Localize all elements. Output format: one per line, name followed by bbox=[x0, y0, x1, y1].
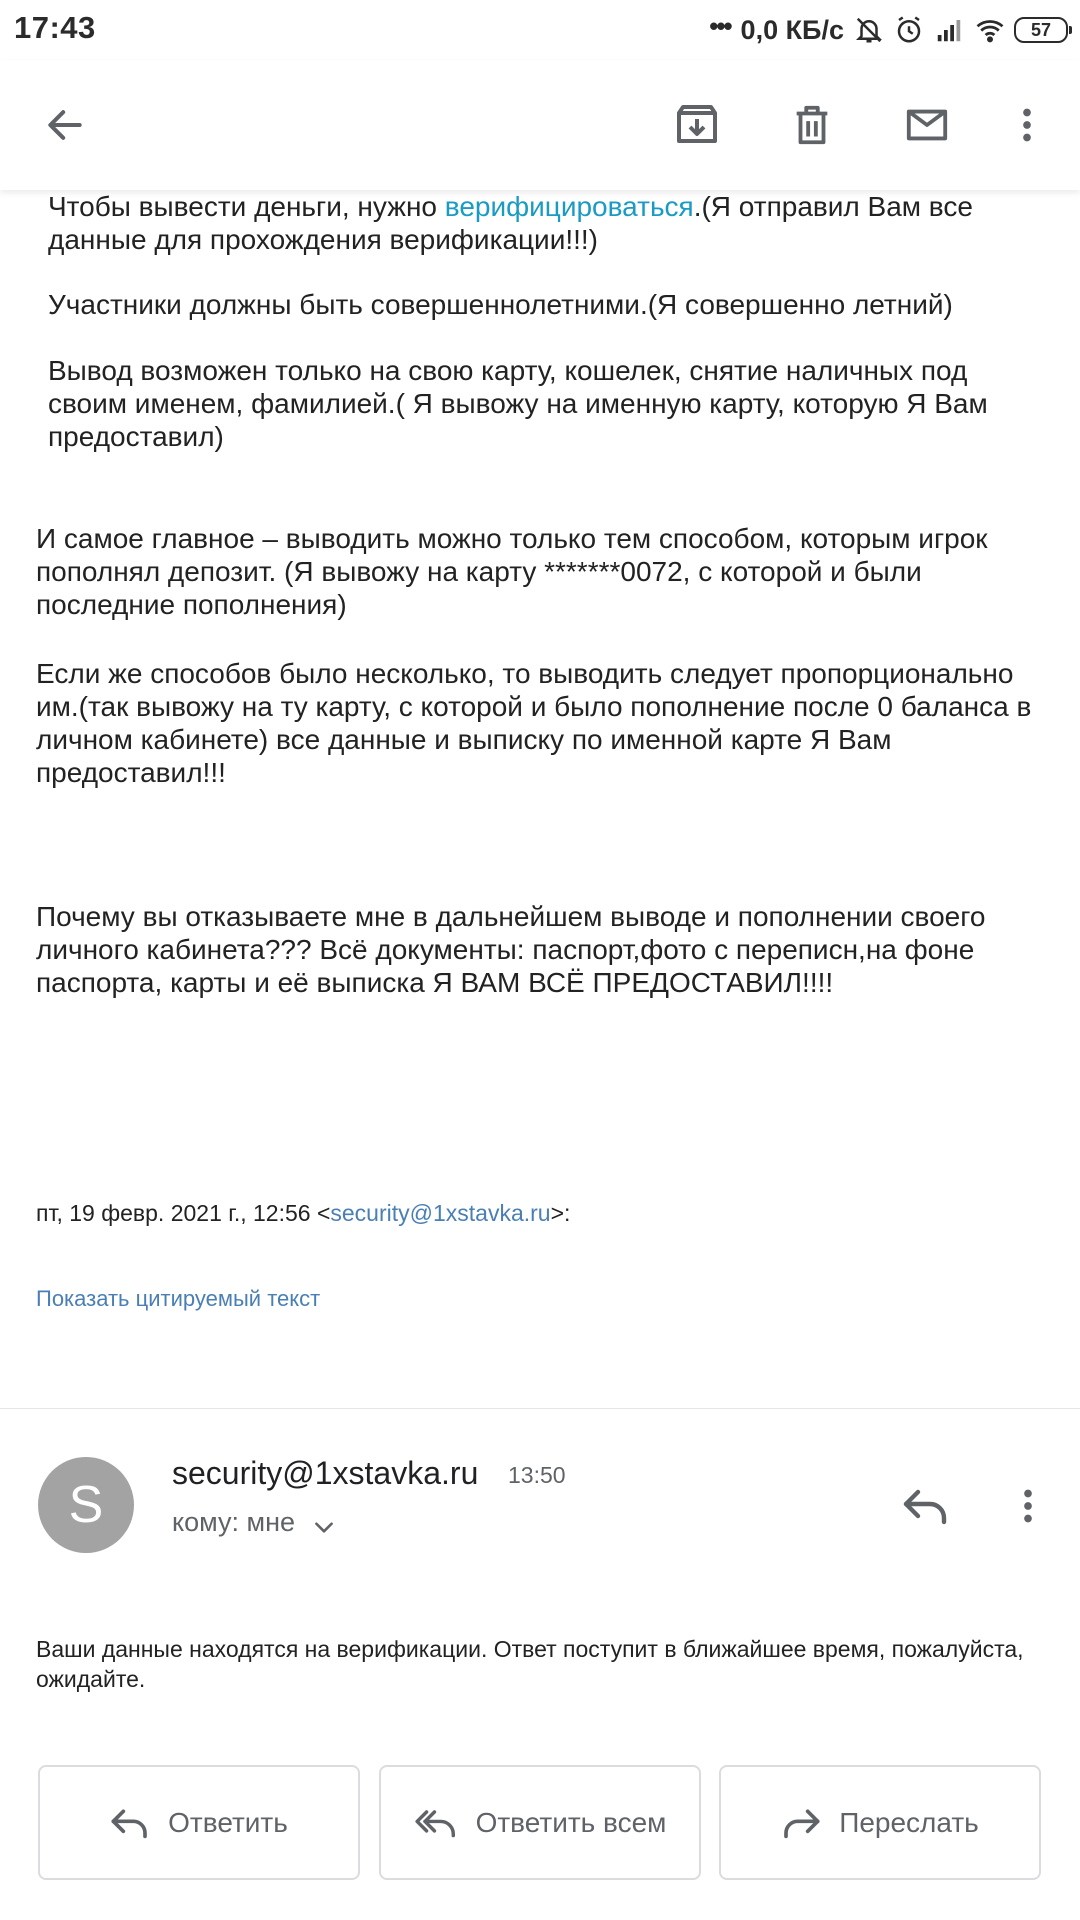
wifi-icon bbox=[974, 15, 1004, 45]
more-notifications-icon: ••• bbox=[709, 10, 731, 41]
recipient-label: кому: мне bbox=[172, 1507, 295, 1537]
delete-button[interactable] bbox=[780, 93, 844, 157]
reply-icon bbox=[902, 1486, 950, 1526]
message-actions bbox=[38, 1765, 1041, 1880]
show-quoted-text-link[interactable]: Показать цитируемый текст bbox=[36, 1286, 321, 1311]
alarm-icon bbox=[894, 15, 924, 45]
sender-avatar[interactable]: S bbox=[38, 1457, 134, 1553]
reply-quick-button[interactable] bbox=[898, 1478, 954, 1534]
message-divider bbox=[0, 1408, 1080, 1409]
signal-icon bbox=[934, 15, 964, 45]
reply-all-button[interactable] bbox=[379, 1765, 701, 1880]
back-button[interactable] bbox=[33, 93, 97, 157]
archive-button[interactable] bbox=[665, 93, 729, 157]
chevron-down-icon bbox=[311, 1517, 337, 1537]
paragraph-proportional: Если же способов было несколько, то выводить следует пропорционально им.(так вывожу на ту карту, с которой и было пополнение после 0 баланса в личном кабинете) все данные и выписку по именной карте Я Вам предоставил!!! bbox=[36, 658, 1032, 788]
reply-all-icon bbox=[414, 1806, 458, 1840]
reply-all-button-label: Ответить всем bbox=[475, 1806, 667, 1838]
quoted-sender-email-link[interactable]: security@1xstavka.ru bbox=[330, 1200, 551, 1226]
paragraph-age: Участники должны быть совершеннолетними.(Я совершенно летний) bbox=[48, 289, 953, 320]
paragraph-deposit-method: И самое главное – выводить можно только тем способом, которым игрок пополнял депозит. (Я вывожу на карту *******0072, с которой и были последние пополнения) bbox=[36, 523, 988, 620]
mark-unread-button[interactable] bbox=[895, 93, 959, 157]
paragraph-verification: Чтобы вывести деньги, нужно верифицироваться.(Я отправил Вам все данные для прохождения верификации!!!) bbox=[48, 191, 973, 255]
battery-indicator: 57 bbox=[1014, 17, 1068, 43]
sender-email: security@1xstavka.ru bbox=[172, 1455, 479, 1491]
status-time: 17:43 bbox=[14, 10, 96, 45]
more-options-button[interactable] bbox=[995, 93, 1059, 157]
paragraph-complaint: Почему вы отказываете мне в дальнейшем выводе и пополнении своего личного кабинета??? Всё документы: паспорт,фото с переписн,на фоне паспорта, карты и её выписка Я ВАМ ВСЁ ПРЕДОСТАВИЛ!!!! bbox=[36, 901, 986, 998]
reply-icon bbox=[110, 1806, 150, 1840]
status-indicators bbox=[709, 12, 1068, 48]
mark-unread-icon bbox=[901, 102, 953, 148]
archive-icon bbox=[673, 101, 721, 149]
paragraph-withdrawal: Вывод возможен только на свою карту, кошелек, снятие наличных под своим именем, фамилией.( Я вывожу на именную карту, которую Я Вам предоставил) bbox=[48, 355, 988, 452]
more-vert-icon bbox=[1007, 101, 1047, 149]
forward-icon bbox=[781, 1806, 821, 1840]
verification-link[interactable]: верифицироваться bbox=[444, 191, 694, 222]
more-vert-icon bbox=[1008, 1482, 1048, 1530]
message-time: 13:50 bbox=[508, 1462, 566, 1488]
delete-icon bbox=[789, 102, 835, 148]
back-arrow-icon bbox=[43, 103, 87, 147]
quoted-reference-line: пт, 19 февр. 2021 г., 12:56 <security@1xstavka.ru>: bbox=[36, 1200, 571, 1226]
status-bar bbox=[0, 0, 1080, 60]
bell-muted-icon bbox=[854, 15, 884, 45]
reply-button-label: Ответить bbox=[168, 1806, 288, 1838]
forward-button[interactable] bbox=[719, 1765, 1041, 1880]
reply-message-text: Ваши данные находятся на верификации. Ответ поступит в ближайшее время, пожалуйста, ожидайте. bbox=[36, 1636, 1024, 1692]
message-more-button[interactable] bbox=[1000, 1478, 1056, 1534]
forward-button-label: Переслать bbox=[839, 1806, 979, 1838]
network-speed: 0,0 КБ/с bbox=[740, 14, 844, 45]
email-toolbar bbox=[0, 60, 1080, 190]
reply-button[interactable] bbox=[38, 1765, 360, 1880]
recipient-details-toggle[interactable] bbox=[172, 1507, 337, 1538]
